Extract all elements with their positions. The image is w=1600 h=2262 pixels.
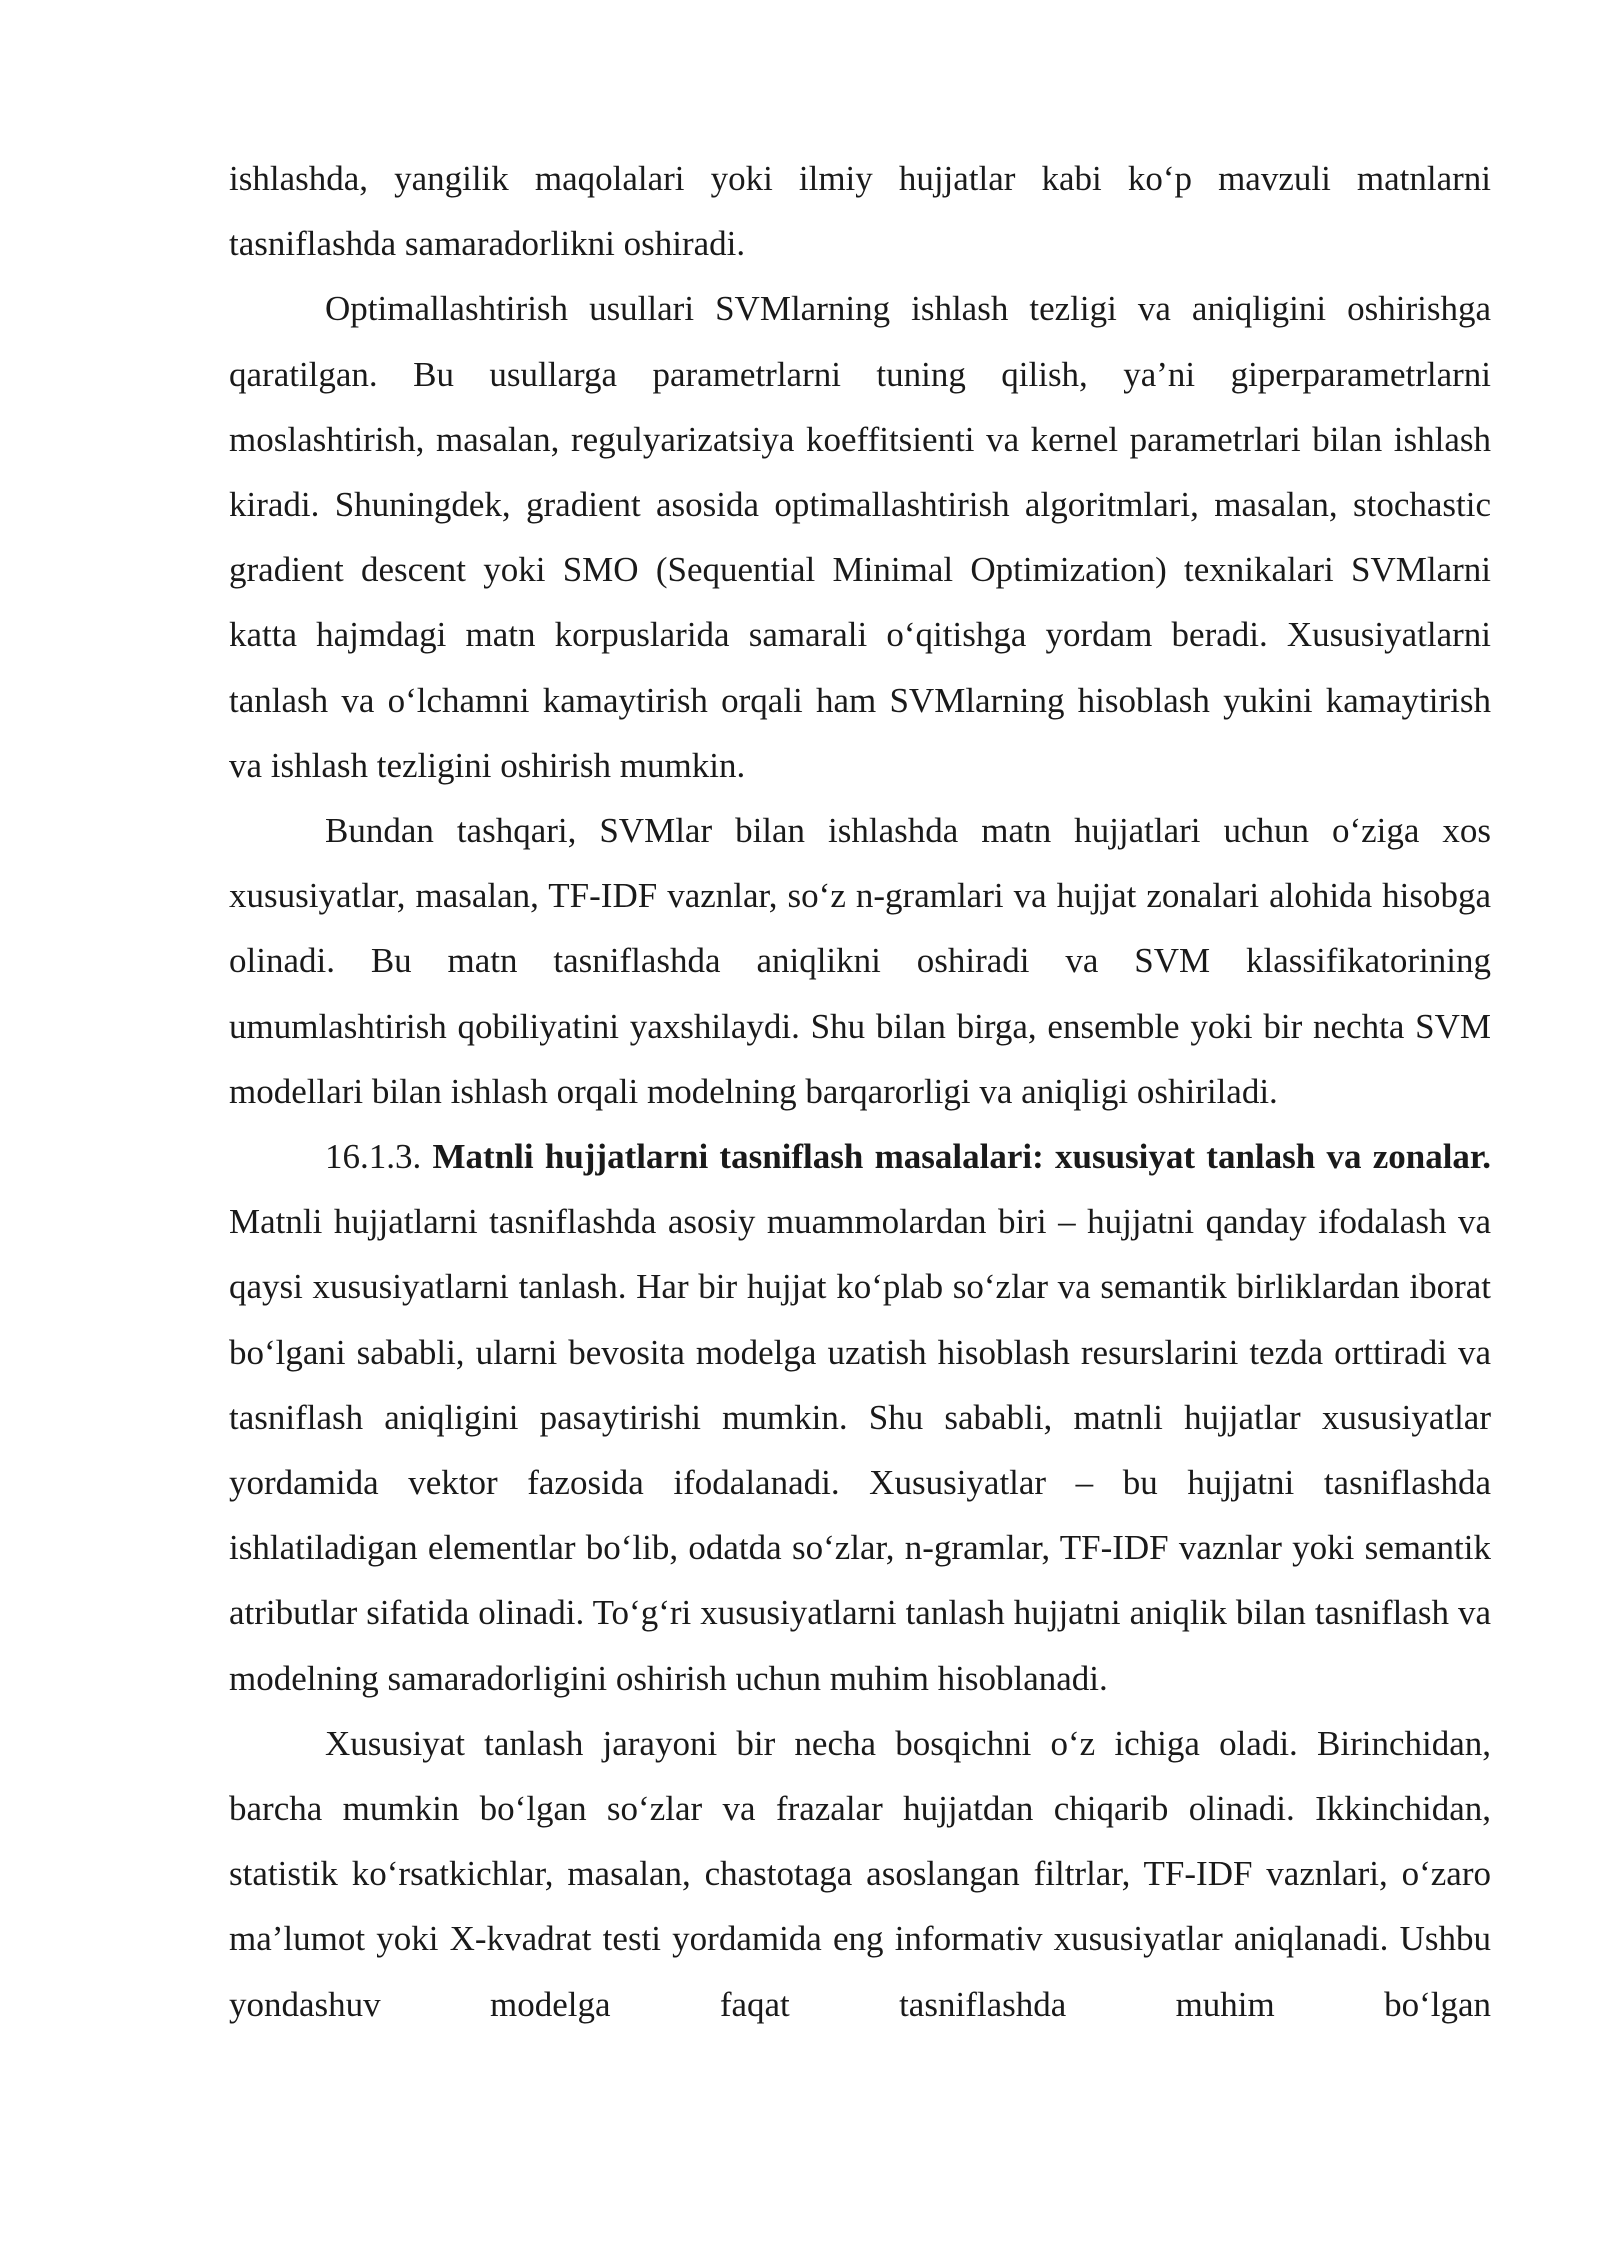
- section-number: 16.1.3.: [325, 1137, 422, 1177]
- paragraph-text: Optimallashtirish usullari SVMlarning ishlash tezligi va aniqligini oshirishga qaratilgan. Bu usullarga parametrlarni tuning qilish, ya’ni giperparametrlarni moslashtirish, masalan, regulyarizatsiya koeffitsienti va kernel parametrlari bilan ishlash kiradi. Shuningdek, gradient asosida optimallashtirish algoritmlari, masalan, stochastic gradient descent yoki SMO (Sequential Minimal Optimization) texnikalari SVMlarni katta hajmdagi matn korpuslarida samarali o‘qitishga yordam beradi. Xususiyatlarni tanlash va o‘lchamni kamaytirish orqali ham SVMlarning hisoblash yukini kamaytirish va ishlash tezligini oshirish mumkin.: [229, 289, 1491, 785]
- paragraph-continuation: [229, 146, 1491, 276]
- document-page: [229, 146, 1491, 2037]
- paragraph-feature-selection: [229, 1711, 1491, 2037]
- paragraph-text: ishlashda, yangilik maqolalari yoki ilmiy hujjatlar kabi ko‘p mavzuli matnlarni tasniflashda samaradorlikni oshiradi.: [229, 159, 1491, 264]
- paragraph-text: Xususiyat tanlash jarayoni bir necha bosqichni o‘z ichiga oladi. Birinchidan, barcha mumkin bo‘lgan so‘zlar va frazalar hujjatdan chiqarib olinadi. Ikkinchidan, statistik ko‘rsatkichlar, masalan, chastotaga asoslangan filtrlar, TF-IDF vaznlari, o‘zaro ma’lumot yoki X-kvadrat testi yordamida eng informativ xususiyatlar aniqlanadi. Ushbu yondashuv modelga faqat tasniflashda muhim bo‘lgan: [229, 1723, 1491, 2024]
- paragraph-optimization: [229, 276, 1491, 798]
- section-16-1-3: [229, 1124, 1491, 1711]
- paragraph-svm-features: [229, 798, 1491, 1124]
- paragraph-text: Matnli hujjatlarni tasniflashda asosiy muammolardan biri – hujjatni qanday ifodalash va qaysi xususiyatlarni tanlash. Har bir hujjat ko‘plab so‘zlar va semantik birliklardan iborat bo‘lgani sababli, ularni bevosita modelga uzatish hisoblash resurslarini tezda orttiradi va tasniflash aniqligini pasaytirishi mumkin. Shu sababli, matnli hujjatlar xususiyatlar yordamida vektor fazosida ifodalanadi. Xususiyatlar – bu hujjatni tasniflashda ishlatiladigan elementlar bo‘lib, odatda so‘zlar, n-gramlar, TF-IDF vaznlar yoki semantik atributlar sifatida olinadi. To‘g‘ri xususiyatlarni tanlash hujjatni aniqlik bilan tasniflash va modelning samaradorligini oshirish uchun muhim hisoblanadi.: [229, 1202, 1491, 1698]
- section-heading: Matnli hujjatlarni tasniflash masalalari: xususiyat tanlash va zonalar.: [432, 1137, 1492, 1177]
- paragraph-text: Bundan tashqari, SVMlar bilan ishlashda matn hujjatlari uchun o‘ziga xos xususiyatlar, masalan, TF-IDF vaznlar, so‘z n-gramlari va hujjat zonalari alohida hisobga olinadi. Bu matn tasniflashda aniqlikni oshiradi va SVM klassifikatorining umumlashtirish qobiliyatini yaxshilaydi. Shu bilan birga, ensemble yoki bir nechta SVM modellari bilan ishlash orqali modelning barqarorligi va aniqligi oshiriladi.: [229, 811, 1491, 1111]
